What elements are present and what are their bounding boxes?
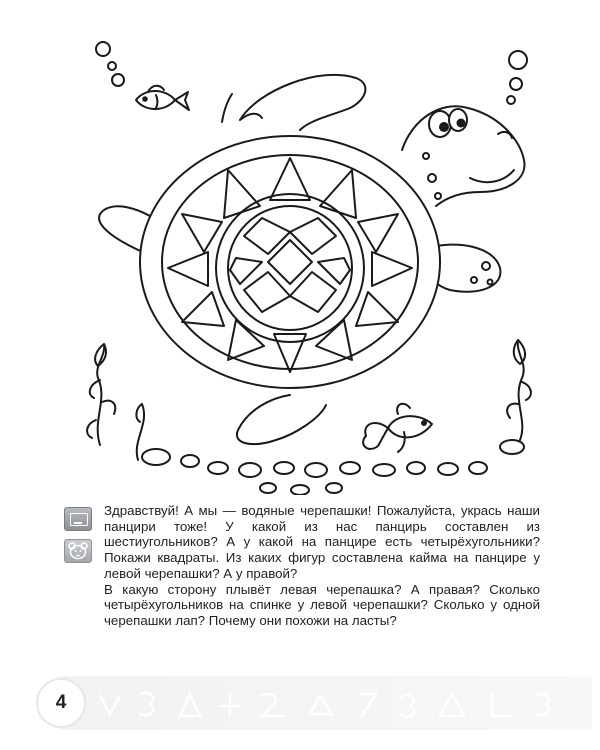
fish-bottom (363, 404, 432, 452)
questions-paragraph-1: Здравствуй! А мы — водяные черепашки! Пожалуйста, укрась наши панцири тоже! У какой из нас панцирь составлен из шестиугольников? А у какой на панцире есть четырёхугольники? Покажи квадраты. Из каких фигур составлена кайма на панцире у левой черепашки? А у правой? (104, 503, 540, 581)
bear-face-icon (64, 539, 92, 563)
seaweed-left (87, 344, 170, 465)
bubbles-right (507, 51, 527, 104)
page-number: 4 (38, 680, 84, 726)
pebbles (181, 455, 487, 495)
questions-text (104, 503, 540, 629)
activity-icons (64, 507, 94, 563)
bubbles-left (96, 42, 124, 86)
fish-top (136, 86, 189, 110)
turtle (99, 75, 524, 444)
seaweed-right (500, 340, 531, 454)
questions-paragraph-2: В какую сторону плывёт левая черепашка? А правая? Сколько четырёхугольников на спинке у левой черепашки? Сколько у одной черепашки лап? Почему они похожи на ласты? (104, 581, 540, 628)
footer-decorative-strip (40, 676, 592, 730)
footer-shapes-pattern (40, 676, 592, 730)
monitor-icon (64, 507, 92, 531)
